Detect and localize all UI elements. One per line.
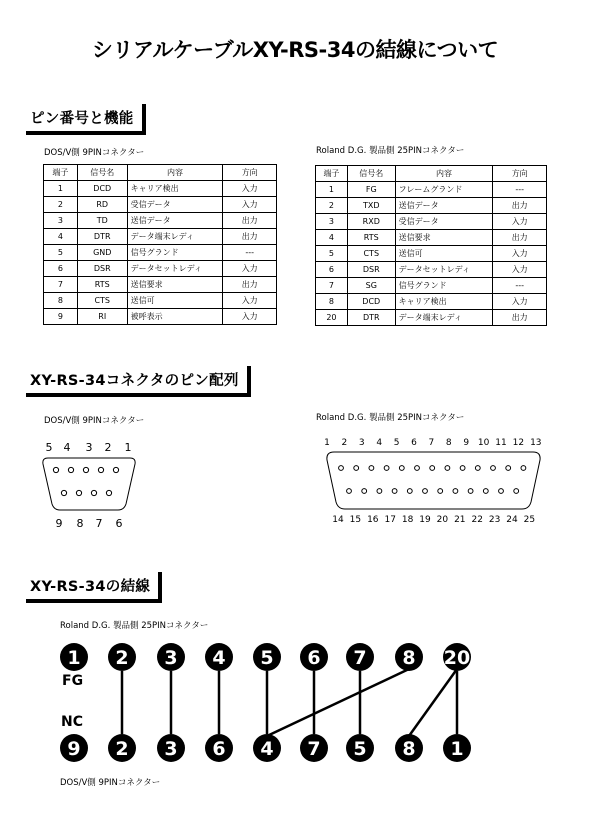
db25-pin-label: 18 [401,515,414,525]
db9-pin-label: 5 [45,441,53,454]
section-heading-pin-layout: XY-RS-34コネクタのピン配列 [26,366,251,397]
table-header-cell: 方向 [493,166,547,182]
table-cell: DTR [77,229,127,245]
db25-pin-label: 7 [428,438,435,448]
db25-pin-hole [399,466,404,471]
db25-pin-hole [354,466,359,471]
table-row [44,309,277,325]
wiring-pin-number: 1 [450,738,464,760]
db25-pin-label: 23 [488,515,501,525]
db25-pin-hole [415,466,420,471]
table-cell: データセットレディ [127,261,223,277]
wiring-pin-number: 3 [164,647,178,669]
table-row [44,293,277,309]
db25-pin-hole [460,466,465,471]
fg-label: FG [62,673,84,689]
db25-pin-label: 6 [411,438,417,448]
db25-pin-hole [347,489,352,494]
db25-pin-hole [475,466,480,471]
table-cell: 20 [316,310,348,326]
wiring-pin-number: 4 [212,647,226,669]
db9-pin-label: 9 [55,517,63,530]
table-cell: フレームグランド [395,182,493,198]
table-cell: キャリア検出 [395,294,493,310]
db9-pin-label: 8 [76,517,84,530]
table-cell: 8 [44,293,78,309]
db25-pin-hole [453,489,458,494]
table-cell: DCD [347,294,395,310]
table-header-row [316,166,547,182]
db9-pin-hole [53,467,58,472]
db25-pin-label: 20 [436,515,449,525]
table-cell: 受信データ [127,197,223,213]
db9-connector-shell [43,458,135,510]
wiring-pin-number: 7 [307,738,321,760]
wiring-pin-number: 1 [67,647,81,669]
table-cell: 受信データ [395,214,493,230]
right-table-caption: Roland D.G. 製品側 25PINコネクター [316,146,465,156]
table-row [316,310,547,326]
table-header-cell: 端子 [316,166,348,182]
table-cell: 信号グランド [127,245,223,261]
table-header-cell: 内容 [395,166,493,182]
db9-pin-label: 6 [115,517,123,530]
table-row [316,182,547,198]
db25-pin-hole [438,489,443,494]
db25-pin-hole [377,489,382,494]
table-row [316,278,547,294]
table-cell: 2 [316,198,348,214]
db25-connector-shell [327,452,540,509]
right-pin-table [315,165,547,326]
db25-pin-hole [521,466,526,471]
table-cell: DSR [77,261,127,277]
wiring-pin-number: 2 [115,738,129,760]
table-cell: 5 [44,245,78,261]
table-cell: 出力 [223,213,277,229]
table-cell: RI [77,309,127,325]
wiring-pin-number: 20 [443,647,471,669]
wiring-diagram [0,630,590,775]
connector-diagrams [0,430,590,530]
db25-pin-label: 16 [367,515,379,525]
table-cell: --- [223,245,277,261]
table-row [44,197,277,213]
table-cell: 被呼表示 [127,309,223,325]
table-cell: データセットレディ [395,262,493,278]
table-header-cell: 方向 [223,165,277,181]
table-cell: 1 [316,182,348,198]
table-row [316,230,547,246]
db25-pin-label: 17 [384,515,396,525]
db25-pin-label: 8 [445,438,452,448]
db25-pin-label: 24 [506,515,518,525]
table-cell: TXD [347,198,395,214]
db9-pin-hole [68,467,73,472]
db25-pin-label: 13 [530,438,542,448]
db25-pin-label: 21 [454,515,466,525]
table-cell: 8 [316,294,348,310]
table-cell: 3 [44,213,78,229]
db9-pin-hole [83,467,88,472]
db25-pin-hole [369,466,374,471]
table-cell: 5 [316,246,348,262]
table-cell: FG [347,182,395,198]
db25-pin-hole [445,466,450,471]
db25-pin-label: 22 [471,515,483,525]
db9-pin-hole [106,490,111,495]
table-row [44,261,277,277]
table-cell: 1 [44,181,78,197]
db9-pin-hole [98,467,103,472]
table-cell: 4 [44,229,78,245]
section-heading-pin-function: ピン番号と機能 [26,104,146,135]
table-row [44,245,277,261]
wiring-pin-number: 6 [307,647,321,669]
table-cell: 出力 [493,230,547,246]
table-cell: --- [493,278,547,294]
db25-pin-label: 12 [512,438,525,448]
table-row [316,294,547,310]
table-cell: 送信要求 [395,230,493,246]
db9-caption: DOS/V側 9PINコネクター [44,416,145,426]
table-cell: DCD [77,181,127,197]
table-cell: 7 [316,278,348,294]
db9-pin-hole [61,490,66,495]
db25-pin-label: 11 [495,438,507,448]
db25-pin-label: 1 [324,438,330,448]
table-row [316,262,547,278]
table-cell: DTR [347,310,395,326]
table-cell: RXD [347,214,395,230]
table-cell: DSR [347,262,395,278]
wiring-pin-number: 8 [402,647,416,669]
table-row [316,246,547,262]
table-cell: 送信可 [395,246,493,262]
table-cell: 4 [316,230,348,246]
table-cell: 出力 [493,310,547,326]
db25-pin-label: 2 [341,438,348,448]
table-row [44,277,277,293]
wiring-pin-number: 6 [212,738,226,760]
page-title: シリアルケーブルXY-RS-34の結線について [91,38,499,62]
table-cell: 送信可 [127,293,223,309]
table-row [44,229,277,245]
wiring-bottom-caption: DOS/V側 9PINコネクター [60,778,161,788]
table-cell: --- [493,182,547,198]
table-cell: 送信データ [395,198,493,214]
left-pin-table [43,164,277,325]
wiring-pin-number: 7 [353,647,367,669]
table-cell: 送信要求 [127,277,223,293]
db25-pin-hole [392,489,397,494]
table-cell: 入力 [493,246,547,262]
wiring-pin-number: 3 [164,738,178,760]
table-cell: 2 [44,197,78,213]
table-cell: 6 [44,261,78,277]
table-cell: 出力 [493,198,547,214]
table-cell: データ端末レディ [127,229,223,245]
table-cell: 入力 [493,294,547,310]
db25-pin-hole [491,466,496,471]
table-cell: データ端末レディ [395,310,493,326]
db9-pin-label: 1 [124,441,132,454]
table-cell: キャリア検出 [127,181,223,197]
table-cell: 入力 [493,214,547,230]
wiring-pin-number: 5 [260,647,274,669]
db25-pin-hole [384,466,389,471]
db25-pin-label: 10 [477,438,490,448]
db9-pin-label: 3 [85,441,93,454]
table-header-row [44,165,277,181]
table-cell: 6 [316,262,348,278]
table-cell: TD [77,213,127,229]
table-cell: 9 [44,309,78,325]
db25-pin-label: 25 [523,515,536,525]
db9-pin-label: 2 [104,441,112,454]
db25-pin-hole [423,489,428,494]
wire-20-to-8 [409,669,457,736]
table-cell: 7 [44,277,78,293]
wiring-pin-number: 8 [402,738,416,760]
table-cell: 出力 [223,229,277,245]
db25-pin-hole [514,489,519,494]
table-cell: 入力 [493,262,547,278]
db9-pin-hole [91,490,96,495]
table-cell: 出力 [223,277,277,293]
db25-pin-hole [499,489,504,494]
db25-pin-label: 19 [419,515,431,525]
db9-pin-hole [113,467,118,472]
table-cell: 入力 [223,293,277,309]
wiring-top-caption: Roland D.G. 製品側 25PINコネクター [60,621,209,631]
table-cell: RD [77,197,127,213]
table-cell: 送信データ [127,213,223,229]
section-heading-wiring: XY-RS-34の結線 [26,572,162,603]
db25-pin-hole [430,466,435,471]
table-row [316,198,547,214]
table-row [44,181,277,197]
db25-pin-label: 3 [358,438,365,448]
nc-label: NC [61,714,83,730]
db25-pin-hole [407,489,412,494]
table-cell: 入力 [223,181,277,197]
table-cell: 信号グランド [395,278,493,294]
wiring-pin-number: 9 [67,738,81,760]
db25-pin-label: 15 [349,515,362,525]
db9-pin-label: 7 [95,517,103,530]
table-header-cell: 内容 [127,165,223,181]
table-cell: GND [77,245,127,261]
wiring-pin-number: 2 [115,647,129,669]
db9-pin-hole [76,490,81,495]
db9-pin-label: 4 [63,441,71,454]
db25-pin-label: 4 [376,438,383,448]
db25-pin-hole [483,489,488,494]
table-cell: 入力 [223,261,277,277]
db25-pin-label: 5 [393,438,400,448]
table-header-cell: 信号名 [77,165,127,181]
wiring-pin-number: 5 [353,738,367,760]
table-row [44,213,277,229]
table-cell: 3 [316,214,348,230]
left-table-caption: DOS/V側 9PINコネクター [44,148,145,158]
db25-pin-label: 14 [332,515,344,525]
db25-caption: Roland D.G. 製品側 25PINコネクター [316,413,465,423]
table-cell: SG [347,278,395,294]
table-header-cell: 端子 [44,165,78,181]
table-cell: RTS [347,230,395,246]
wire-8-to-4 [267,669,409,736]
table-cell: CTS [347,246,395,262]
db25-pin-hole [362,489,367,494]
table-cell: 入力 [223,309,277,325]
table-cell: RTS [77,277,127,293]
table-cell: CTS [77,293,127,309]
db25-pin-label: 9 [463,438,470,448]
table-header-cell: 信号名 [347,166,395,182]
wiring-pin-number: 4 [260,738,274,760]
table-cell: 入力 [223,197,277,213]
db25-pin-hole [506,466,511,471]
db25-pin-hole [468,489,473,494]
db25-pin-hole [339,466,344,471]
table-row [316,214,547,230]
